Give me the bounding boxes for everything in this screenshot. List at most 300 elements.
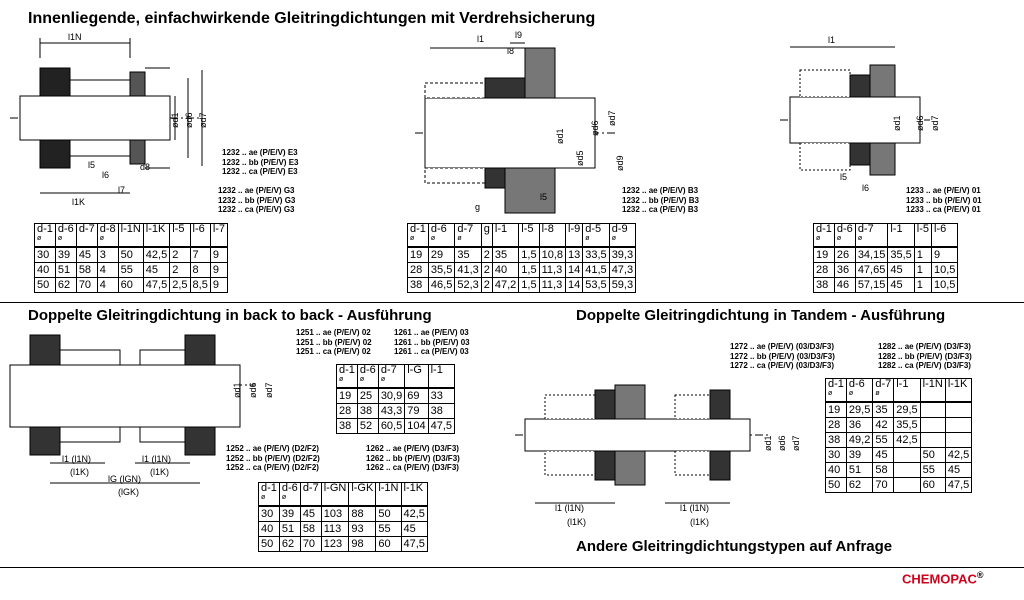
table-cell	[894, 478, 920, 493]
codes-1232-e3	[222, 148, 298, 177]
table-1233-01	[813, 223, 958, 293]
table-cell: 46,5	[428, 278, 454, 293]
column-header	[539, 224, 565, 248]
label-l1-tandem-right: l1 (l1N)	[680, 503, 710, 513]
label-d1-b3: ød1	[555, 128, 565, 144]
column-header-label: d-6	[848, 378, 865, 390]
column-header-label: d-5	[585, 223, 602, 235]
table-row	[35, 263, 228, 278]
table-cell: 60,5	[378, 419, 404, 434]
table-cell: 19	[408, 247, 429, 263]
table-tandem-1272-1282	[825, 378, 972, 493]
column-header	[481, 224, 492, 248]
label-d1-btb: ød1	[232, 382, 242, 398]
table-cell: 9	[210, 278, 227, 293]
label-l1-left: l1 (l1N)	[62, 454, 92, 464]
column-header-label: l-1	[430, 364, 443, 376]
column-header-label: l-5	[172, 223, 185, 235]
table-cell: 10,5	[932, 278, 958, 293]
table-cell: 35	[455, 247, 481, 263]
label-d6: ød6	[184, 112, 194, 128]
code-line: 1252 .. ae (P/E/V) (D2/F2)	[226, 444, 319, 453]
brand-mark: ®	[976, 570, 984, 580]
table-header-row	[826, 379, 972, 403]
column-header-label: l-1K	[947, 378, 968, 390]
codes-1251-02	[296, 328, 372, 357]
diameter-symbol: ø	[261, 494, 266, 501]
label-l1-tandem-left: l1 (l1N)	[555, 503, 585, 513]
table-cell: 19	[814, 247, 835, 263]
column-header-label: d-1	[37, 223, 53, 235]
label-l7: l7	[118, 185, 126, 195]
diameter-symbol: ø	[875, 390, 880, 397]
code-line: 1232 .. ae (P/E/V) E3	[222, 148, 298, 157]
diameter-symbol: ø	[37, 235, 42, 242]
table-row	[35, 247, 228, 263]
table-cell: 38	[337, 419, 358, 434]
table-cell: 9	[210, 247, 227, 263]
table-cell: 49,2	[846, 433, 872, 448]
table-row	[826, 463, 972, 478]
codes-1232-b3	[622, 186, 699, 215]
table-cell	[920, 402, 945, 418]
column-header-label: d-7	[857, 223, 874, 235]
label-d6-btb: ød6	[248, 382, 258, 398]
table-cell: 34,15	[855, 247, 888, 263]
column-header-label: d-1	[816, 223, 832, 235]
table-header-row	[408, 224, 636, 248]
column-header	[826, 379, 847, 403]
column-header	[945, 379, 971, 403]
column-header-label: d-6	[281, 482, 298, 494]
table-cell: 46	[834, 278, 855, 293]
table-cell: 30	[259, 506, 280, 522]
column-header	[855, 224, 888, 248]
table-cell: 1,5	[519, 263, 539, 278]
column-header-label: d-7	[78, 223, 95, 235]
table-cell: 9	[210, 263, 227, 278]
table-cell: 47,65	[855, 263, 888, 278]
table-cell: 55	[376, 522, 401, 537]
table-cell: 123	[321, 537, 349, 552]
footer-divider	[0, 567, 1024, 568]
table-back-to-back-1251-1261	[336, 364, 455, 434]
table-cell: 59,3	[609, 278, 635, 293]
table-header-row	[35, 224, 228, 248]
label-l1k-right: (l1K)	[150, 467, 170, 477]
table-cell: 47,5	[143, 278, 169, 293]
table-cell: 8	[190, 263, 210, 278]
column-header	[920, 379, 945, 403]
table-cell: 45	[945, 463, 971, 478]
table-row	[259, 522, 428, 537]
table-cell: 36	[834, 263, 855, 278]
table-cell: 103	[321, 506, 349, 522]
column-header	[279, 483, 300, 507]
column-header-label: d-1	[261, 482, 277, 494]
column-header-label: l-9	[568, 223, 581, 235]
codes-1252-d2	[226, 444, 320, 473]
table-cell: 11,3	[539, 278, 565, 293]
code-line: 1282 .. bb (P/E/V) (D3/F3)	[878, 351, 972, 361]
label-d5: ød5	[575, 150, 585, 166]
table-cell: 1	[914, 263, 931, 278]
table-cell: 1	[914, 278, 931, 293]
table-cell: 36	[846, 418, 872, 433]
column-header	[519, 224, 539, 248]
label-l1n: l1N	[68, 32, 82, 42]
table-cell: 28	[408, 263, 429, 278]
label-l1k: l1K	[72, 197, 86, 207]
code-line: 1252 .. bb (P/E/V) (D2/F2)	[226, 453, 320, 463]
table-row	[826, 418, 972, 433]
table-cell: 4	[97, 278, 118, 293]
code-line: 1232 .. ca (P/E/V) G3	[218, 205, 295, 214]
table-cell: 62	[846, 478, 872, 493]
diameter-symbol: ø	[828, 390, 833, 397]
table-cell: 58	[300, 522, 321, 537]
code-line: 1251 .. ca (P/E/V) 02	[296, 347, 371, 356]
code-line: 1251 .. ae (P/E/V) 02	[296, 328, 371, 337]
column-header	[76, 224, 97, 248]
footer-note: Andere Gleitringdichtungstypen auf Anfrage	[576, 538, 893, 555]
column-header	[609, 224, 635, 248]
table-cell: 60	[376, 537, 401, 552]
drawing-1233-01	[780, 35, 950, 193]
table-cell: 2	[481, 263, 492, 278]
table-cell: 35	[492, 247, 518, 263]
code-line: 1272 .. bb (P/E/V) (03/D3/F3)	[730, 351, 835, 361]
column-header	[321, 483, 349, 507]
column-header	[97, 224, 118, 248]
table-cell: 88	[349, 506, 376, 522]
column-header-label: d-7	[302, 482, 319, 494]
code-line: 1251 .. bb (P/E/V) 02	[296, 337, 372, 347]
column-header	[190, 224, 210, 248]
table-cell: 14	[566, 278, 583, 293]
table-cell: 47,5	[401, 537, 427, 552]
column-header	[834, 224, 855, 248]
code-line: 1233 .. bb (P/E/V) 01	[906, 195, 982, 205]
table-cell: 69	[405, 388, 428, 404]
code-line: 1282 .. ae (P/E/V) (D3/F3)	[878, 342, 971, 351]
table-cell: 39,3	[609, 247, 635, 263]
table-row	[408, 247, 636, 263]
column-header-label: l-5	[916, 223, 929, 235]
column-header-label: l-G	[407, 364, 422, 376]
column-header-label: l-GN	[323, 482, 347, 494]
table-cell: 14	[566, 263, 583, 278]
column-header	[408, 224, 429, 248]
code-line: 1232 .. ca (P/E/V) B3	[622, 205, 699, 214]
diameter-symbol: ø	[339, 376, 344, 383]
code-line: 1232 .. ae (P/E/V) B3	[622, 186, 699, 195]
diameter-symbol: ø	[816, 235, 821, 242]
diameter-symbol: ø	[380, 376, 386, 383]
codes-1272-d3	[730, 342, 835, 371]
table-cell: 38	[357, 404, 378, 419]
column-header-label: d-6	[359, 364, 376, 376]
column-header-label: l-6	[192, 223, 205, 235]
table-cell: 38	[428, 404, 454, 419]
table-cell: 29	[428, 247, 454, 263]
table-cell	[945, 418, 971, 433]
code-line: 1233 .. ca (P/E/V) 01	[906, 205, 981, 214]
table-cell: 42,5	[894, 433, 920, 448]
table-cell: 39	[846, 448, 872, 463]
codes-1262-d3	[366, 444, 460, 473]
column-header	[337, 365, 358, 389]
section-heading-internal-single: Innenliegende, einfachwirkende Gleitringdichtungen mit Verdrehsicherung	[28, 10, 596, 27]
table-cell: 1,5	[519, 247, 539, 263]
column-header-label: l-1K	[145, 223, 166, 235]
table-cell: 13	[566, 247, 583, 263]
table-cell: 8,5	[190, 278, 210, 293]
column-header-label: d-7	[380, 364, 397, 376]
code-line: 1252 .. ca (P/E/V) (D2/F2)	[226, 463, 319, 472]
table-cell: 45	[143, 263, 169, 278]
column-header	[814, 224, 835, 248]
column-header	[914, 224, 931, 248]
table-cell: 45	[888, 278, 914, 293]
column-header	[378, 365, 404, 389]
table-cell: 47,3	[609, 263, 635, 278]
table-cell: 40	[826, 463, 847, 478]
code-line: 1262 .. bb (P/E/V) (D3/F3)	[366, 453, 460, 463]
column-header	[932, 224, 958, 248]
table-cell: 42,5	[401, 506, 427, 522]
code-line: 1232 .. ae (P/E/V) G3	[218, 186, 295, 195]
table-cell: 29,5	[846, 402, 872, 418]
brand-name: CHEMOPAC	[902, 571, 977, 587]
table-cell: 47,2	[492, 278, 518, 293]
table-cell: 30	[826, 448, 847, 463]
label-l5-b3: l5	[540, 192, 548, 202]
brand-logo	[902, 570, 984, 586]
table-cell: 104	[405, 419, 428, 434]
label-d1-01: ød1	[892, 115, 902, 131]
column-header	[846, 379, 872, 403]
column-header-label: l-6	[934, 223, 947, 235]
diameter-symbol: ø	[359, 376, 365, 383]
column-header-label: d-1	[339, 364, 355, 376]
section-heading-back-to-back: Doppelte Gleitringdichtung in back to back - Ausführung	[28, 307, 432, 324]
column-header	[894, 379, 920, 403]
label-d7: ød7	[198, 112, 208, 128]
column-header-label: l-1	[896, 378, 909, 390]
diameter-symbol: ø	[410, 235, 415, 242]
table-cell: 28	[826, 418, 847, 433]
table-row	[826, 478, 972, 493]
code-line: 1272 .. ca (P/E/V) (03/D3/F3)	[730, 361, 835, 370]
label-l8: l8	[507, 46, 515, 56]
table-cell: 38	[408, 278, 429, 293]
table-cell: 51	[279, 522, 300, 537]
diameter-symbol: ø	[281, 494, 287, 501]
table-1232-b3	[407, 223, 636, 293]
column-header-label: l-5	[521, 223, 534, 235]
table-cell: 39	[55, 247, 76, 263]
column-header-label: d-1	[828, 378, 844, 390]
column-header	[118, 224, 143, 248]
label-lgk: (lGK)	[118, 487, 139, 497]
table-cell: 2	[481, 278, 492, 293]
label-d7-btb: ød7	[264, 382, 274, 398]
diameter-symbol: ø	[99, 235, 104, 242]
code-line: 1232 .. ca (P/E/V) E3	[222, 167, 298, 176]
table-cell: 35,5	[894, 418, 920, 433]
table-cell: 2	[481, 247, 492, 263]
column-header	[55, 224, 76, 248]
column-header-label: l-1	[890, 223, 903, 235]
table-cell: 40	[492, 263, 518, 278]
column-header	[170, 224, 190, 248]
table-cell: 39	[279, 506, 300, 522]
label-l1-01: l1	[828, 35, 836, 45]
label-d7-01: ød7	[930, 115, 940, 131]
table-cell: 60	[920, 478, 945, 493]
code-line: 1232 .. bb (P/E/V) E3	[222, 157, 299, 167]
table-cell: 62	[55, 278, 76, 293]
label-g: g	[475, 202, 481, 212]
table-cell: 45	[76, 247, 97, 263]
diameter-symbol: ø	[848, 390, 854, 397]
table-cell: 51	[846, 463, 872, 478]
column-header-label: d-8	[99, 223, 116, 235]
label-lg: lG (lGN)	[108, 474, 141, 484]
label-d6-b3: ød6	[590, 120, 600, 136]
column-header-label: d-1	[410, 223, 426, 235]
table-cell: 3	[97, 247, 118, 263]
column-header-label: d-7	[875, 378, 892, 390]
label-d1-tandem: ød1	[763, 435, 773, 451]
diameter-symbol: ø	[585, 235, 590, 242]
code-line: 1261 .. ae (P/E/V) 03	[394, 328, 469, 337]
diameter-symbol: ø	[57, 235, 63, 242]
code-line: 1261 .. ca (P/E/V) 03	[394, 347, 469, 356]
table-row	[826, 433, 972, 448]
table-cell: 60	[118, 278, 143, 293]
column-header-label: d-6	[430, 223, 447, 235]
table-cell: 42	[873, 418, 894, 433]
drawing-tandem	[515, 375, 805, 535]
label-d9: ød9	[615, 155, 625, 171]
column-header	[428, 224, 454, 248]
code-line: 1282 .. ca (P/E/V) (D3/F3)	[878, 361, 971, 370]
label-d7-tandem: ød7	[791, 435, 801, 451]
table-cell	[945, 433, 971, 448]
table-row	[408, 278, 636, 293]
table-cell: 50	[259, 537, 280, 552]
table-cell: 2,5	[170, 278, 190, 293]
column-header-label: l-1N	[922, 378, 943, 390]
table-cell: 40	[35, 263, 56, 278]
column-header-label: l-1N	[378, 482, 399, 494]
label-l5: l5	[88, 160, 96, 170]
column-header-label: d-9	[611, 223, 628, 235]
codes-1282-d3	[878, 342, 972, 371]
label-l1k-tandem-right: (l1K)	[690, 517, 710, 527]
table-row	[337, 419, 455, 434]
column-header	[143, 224, 169, 248]
diameter-symbol: ø	[457, 235, 462, 242]
table-row	[408, 263, 636, 278]
table-cell: 58	[76, 263, 97, 278]
table-row	[259, 506, 428, 522]
table-cell: 4	[97, 263, 118, 278]
column-header	[259, 483, 280, 507]
table-cell: 50	[35, 278, 56, 293]
table-cell: 47,5	[428, 419, 454, 434]
table-cell: 1,5	[519, 278, 539, 293]
drawing-back-to-back	[10, 325, 290, 500]
label-l1-right: l1 (l1N)	[142, 454, 172, 464]
column-header	[873, 379, 894, 403]
table-cell: 40	[259, 522, 280, 537]
column-header	[401, 483, 427, 507]
label-l5-01: l5	[840, 172, 848, 182]
column-header	[300, 483, 321, 507]
table-cell: 41,3	[455, 263, 481, 278]
table-cell: 93	[349, 522, 376, 537]
table-cell: 70	[300, 537, 321, 552]
label-d1: ød1	[170, 112, 180, 128]
code-line: 1232 .. bb (P/E/V) G3	[218, 195, 296, 205]
code-line: 1232 .. bb (P/E/V) B3	[622, 195, 699, 205]
column-header	[888, 224, 914, 248]
table-cell	[920, 418, 945, 433]
table-cell: 45	[873, 448, 894, 463]
table-row	[814, 247, 958, 263]
column-header	[35, 224, 56, 248]
table-cell: 33	[428, 388, 454, 404]
table-cell	[894, 463, 920, 478]
table-cell: 57,15	[855, 278, 888, 293]
label-d7-b3: ød7	[607, 110, 617, 126]
table-cell: 62	[279, 537, 300, 552]
label-d6-tandem: ød6	[777, 435, 787, 451]
table-cell: 35,5	[428, 263, 454, 278]
table-cell: 50	[118, 247, 143, 263]
table-cell: 47,5	[945, 478, 971, 493]
column-header	[566, 224, 583, 248]
column-header-label: l-GK	[351, 482, 374, 494]
table-cell: 113	[321, 522, 349, 537]
drawing-1232-e3-g3	[10, 28, 225, 208]
table-cell: 45	[888, 263, 914, 278]
table-cell: 51	[55, 263, 76, 278]
table-cell: 25	[357, 388, 378, 404]
table-cell: 58	[873, 463, 894, 478]
table-cell: 70	[873, 478, 894, 493]
table-cell: 55	[118, 263, 143, 278]
code-line: 1272 .. ae (P/E/V) (03/D3/F3)	[730, 342, 835, 351]
code-line: 1262 .. ae (P/E/V) (D3/F3)	[366, 444, 459, 453]
column-header-label: g	[483, 223, 490, 235]
column-header	[357, 365, 378, 389]
table-cell: 38	[826, 433, 847, 448]
column-header-label: d-6	[57, 223, 74, 235]
column-header	[583, 224, 609, 248]
table-row	[35, 278, 228, 293]
table-row	[337, 404, 455, 419]
column-header-label: l-1N	[120, 223, 141, 235]
code-line: 1233 .. ae (P/E/V) 01	[906, 186, 981, 195]
section-heading-tandem: Doppelte Gleitringdichtung in Tandem - Ausführung	[576, 307, 946, 324]
table-cell: 30,9	[378, 388, 404, 404]
column-header-label: d-7	[457, 223, 474, 235]
column-header	[455, 224, 481, 248]
